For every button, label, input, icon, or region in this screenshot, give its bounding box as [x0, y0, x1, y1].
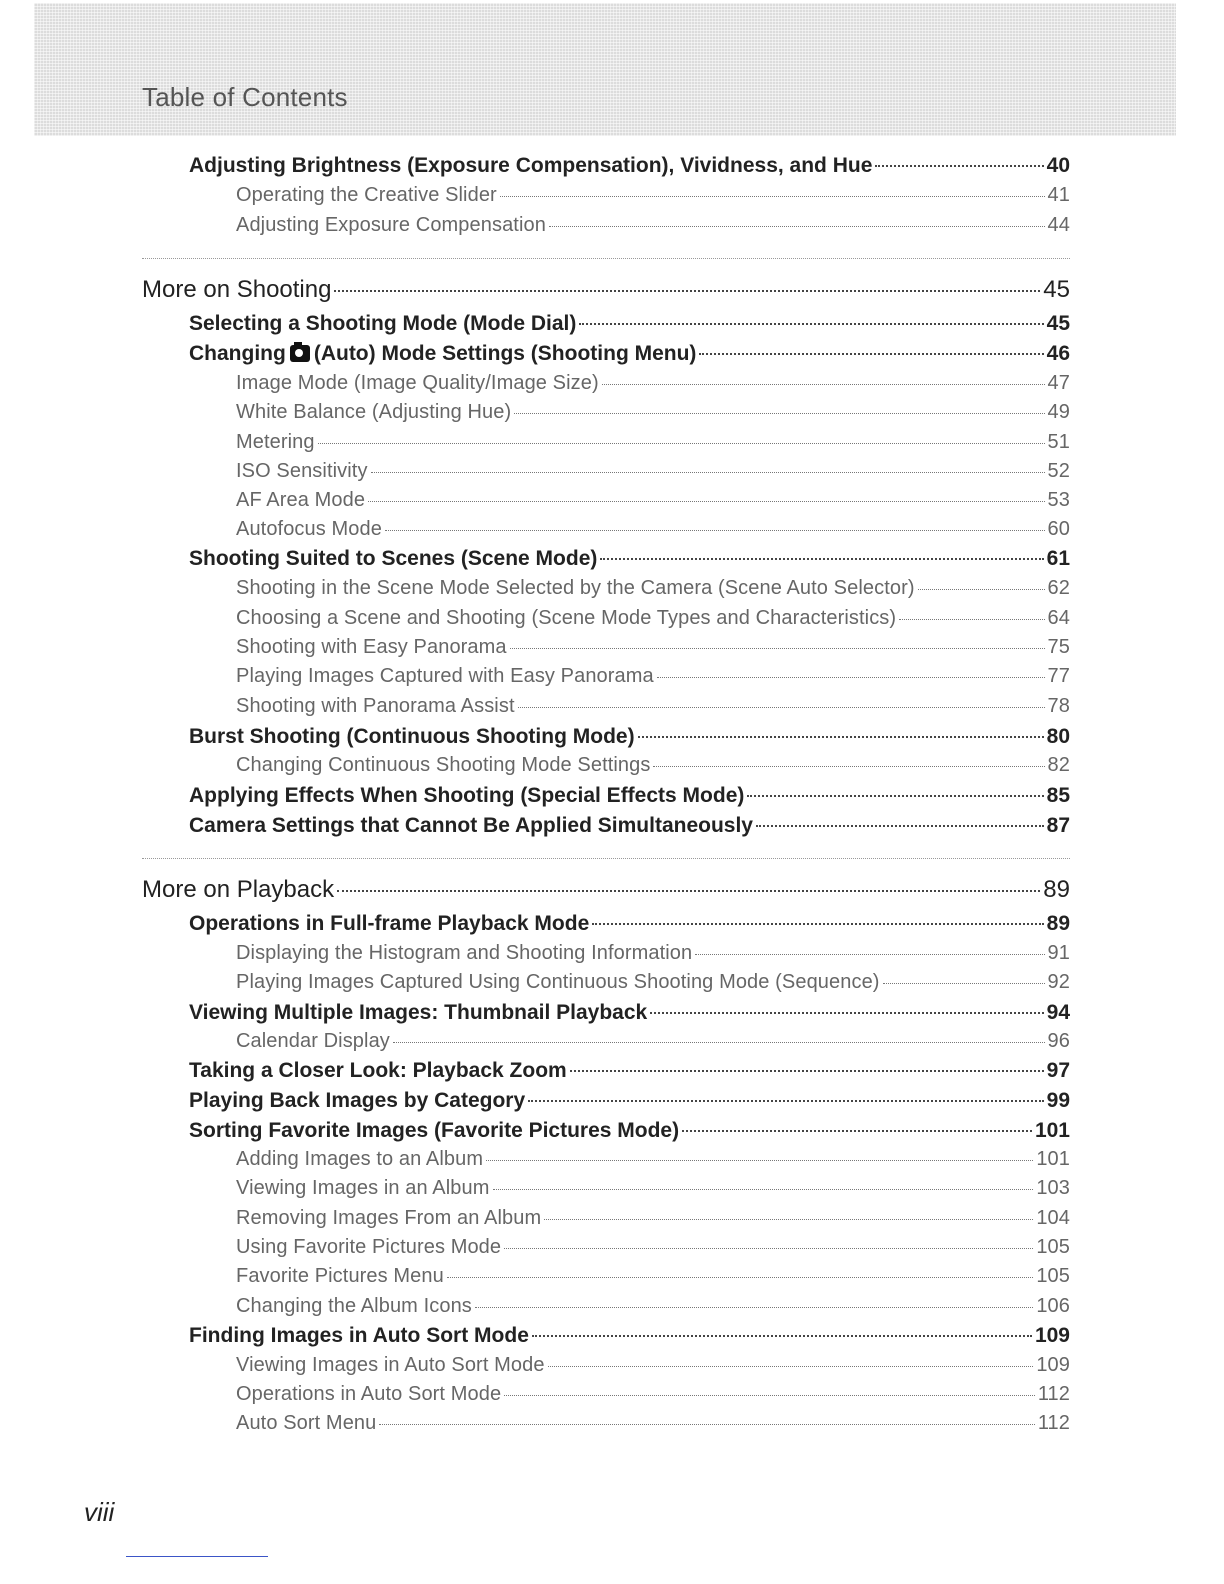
toc-page-number: 45 — [1043, 276, 1070, 303]
toc-entry-title: Operations in Full-frame Playback Mode — [189, 912, 590, 935]
toc-subsection-entry[interactable] — [236, 1383, 1070, 1406]
dot-leader — [657, 677, 1045, 678]
toc-section-entry[interactable] — [189, 1119, 1070, 1143]
toc-entry-title: Metering — [236, 431, 315, 453]
toc-page-number: 91 — [1047, 942, 1070, 964]
toc-entry-title: Adjusting Brightness (Exposure Compensation), Vividness, and Hue — [189, 154, 873, 177]
toc-entry-title: Finding Images in Auto Sort Mode — [189, 1324, 529, 1347]
toc-entry-title: Calendar Display — [236, 1030, 390, 1052]
toc-page-number: 64 — [1047, 607, 1070, 629]
toc-subsection-entry[interactable] — [236, 607, 1070, 630]
toc-page-number: 105 — [1036, 1265, 1070, 1287]
toc-entry-title: Playing Images Captured Using Continuous Shooting Mode (Sequence) — [236, 971, 880, 993]
toc-entry-title: Camera Settings that Cannot Be Applied Simultaneously — [189, 814, 753, 837]
toc-entry-title: Favorite Pictures Menu — [236, 1265, 444, 1287]
dot-leader — [695, 954, 1044, 955]
toc-subsection-entry[interactable] — [236, 971, 1070, 994]
toc-subsection-entry[interactable] — [236, 1354, 1070, 1377]
toc-page-number: 87 — [1046, 814, 1070, 837]
toc-entry-title: Auto Sort Menu — [236, 1412, 377, 1434]
toc-page-number: 62 — [1047, 577, 1070, 599]
toc-entry-title: Viewing Multiple Images: Thumbnail Playback — [189, 1001, 648, 1024]
toc-chapter-entry[interactable] — [142, 876, 1070, 904]
toc-page-number: 77 — [1047, 665, 1070, 687]
toc-subsection-entry[interactable] — [236, 1207, 1070, 1230]
toc-section-entry[interactable] — [189, 547, 1070, 571]
toc-entry-title: Shooting in the Scene Mode Selected by the Camera (Scene Auto Selector) — [236, 577, 915, 599]
toc-page-number: 47 — [1047, 372, 1070, 394]
dot-leader — [602, 384, 1045, 385]
toc-entry-title: Applying Effects When Shooting (Special Effects Mode) — [189, 784, 745, 807]
dot-leader — [653, 766, 1044, 767]
toc-page-number: 82 — [1047, 754, 1070, 776]
toc-entry-title: More on Shooting — [142, 276, 332, 303]
dot-leader — [500, 196, 1045, 197]
page-title: Table of Contents — [142, 82, 348, 112]
toc-entry-title: More on Playback — [142, 876, 335, 903]
toc-subsection-entry[interactable] — [236, 401, 1070, 424]
toc-page-number: 51 — [1047, 431, 1070, 453]
dot-leader — [570, 1070, 1044, 1072]
toc-subsection-entry[interactable] — [236, 1236, 1070, 1259]
toc-page-number: 80 — [1046, 725, 1070, 748]
toc-page-number: 112 — [1037, 1412, 1070, 1434]
toc-entry-title: Sorting Favorite Images (Favorite Pictures Mode) — [189, 1119, 680, 1142]
dot-leader — [504, 1395, 1035, 1396]
toc-subsection-entry[interactable] — [236, 665, 1070, 688]
dot-leader — [548, 1366, 1034, 1367]
toc-entry-title: Operations in Auto Sort Mode — [236, 1383, 502, 1405]
toc-entry-title: Shooting with Easy Panorama — [236, 636, 507, 658]
toc-entry-title: Shooting Suited to Scenes (Scene Mode) — [189, 547, 598, 570]
toc-entry-title: Viewing Images in Auto Sort Mode — [236, 1354, 545, 1376]
toc-page-number: 112 — [1037, 1383, 1070, 1405]
dot-leader — [475, 1307, 1033, 1308]
toc-subsection-entry[interactable] — [236, 214, 1070, 237]
dot-leader — [318, 443, 1045, 444]
toc-section-entry[interactable] — [189, 1324, 1070, 1348]
toc-subsection-entry[interactable] — [236, 695, 1070, 718]
toc-entry-title-prefix: Changing — [189, 342, 286, 365]
dot-leader — [447, 1277, 1033, 1278]
toc-entry-title: AF Area Mode — [236, 489, 366, 511]
toc-page-number: 106 — [1036, 1295, 1070, 1317]
toc-page-number: 99 — [1046, 1089, 1070, 1112]
dot-leader — [638, 736, 1044, 738]
dot-leader — [875, 165, 1043, 167]
dot-leader — [747, 795, 1043, 797]
toc-page-number: 44 — [1047, 214, 1070, 236]
toc-entry-title: Selecting a Shooting Mode (Mode Dial) — [189, 312, 577, 335]
toc-entry-title: Taking a Closer Look: Playback Zoom — [189, 1059, 567, 1082]
toc-entry-title: White Balance (Adjusting Hue) — [236, 401, 512, 423]
dot-leader — [528, 1100, 1044, 1102]
toc-entry-title: Displaying the Histogram and Shooting Information — [236, 942, 693, 964]
dot-leader — [493, 1189, 1034, 1190]
toc-page-number: 61 — [1046, 547, 1070, 570]
dot-leader — [699, 353, 1043, 355]
dot-leader — [514, 413, 1044, 414]
toc-page-number: 96 — [1047, 1030, 1070, 1052]
dot-leader — [682, 1130, 1032, 1132]
toc-page-number: 101 — [1036, 1148, 1070, 1170]
toc-subsection-entry[interactable] — [236, 431, 1070, 454]
toc-subsection-entry[interactable] — [236, 1265, 1070, 1288]
toc-entry-title — [189, 342, 696, 366]
toc-page-number: 89 — [1043, 876, 1070, 903]
toc-page-number: 92 — [1047, 971, 1070, 993]
toc-section-entry[interactable] — [189, 312, 1070, 336]
toc-entry-title: ISO Sensitivity — [236, 460, 368, 482]
toc-subsection-entry[interactable] — [236, 577, 1070, 600]
dot-leader — [592, 923, 1043, 925]
dot-leader — [756, 825, 1044, 827]
dot-leader — [549, 226, 1045, 227]
dot-leader — [518, 707, 1045, 708]
toc-subsection-entry[interactable] — [236, 1030, 1070, 1053]
toc-entry-title: Burst Shooting (Continuous Shooting Mode) — [189, 725, 635, 748]
toc-entry-title: Viewing Images in an Album — [236, 1177, 490, 1199]
toc-subsection-entry[interactable] — [236, 489, 1070, 512]
toc-subsection-entry[interactable] — [236, 518, 1070, 541]
toc-subsection-entry[interactable] — [236, 1177, 1070, 1200]
dot-leader — [600, 558, 1043, 560]
toc-section-entry[interactable] — [189, 342, 1070, 366]
toc-page-number: 109 — [1036, 1354, 1070, 1376]
toc-entry-title: Changing Continuous Shooting Mode Settings — [236, 754, 651, 776]
dot-leader — [532, 1335, 1032, 1337]
toc-entry-title: Removing Images From an Album — [236, 1207, 542, 1229]
toc-entry-title: Adjusting Exposure Compensation — [236, 214, 546, 236]
toc-page-number: 89 — [1046, 912, 1070, 935]
toc-page-number: 75 — [1047, 636, 1070, 658]
toc-subsection-entry[interactable] — [236, 942, 1070, 965]
section-divider — [142, 258, 1070, 259]
toc-subsection-entry[interactable] — [236, 460, 1070, 483]
dot-leader — [504, 1248, 1033, 1249]
camera-auto-icon — [290, 345, 310, 362]
toc-entry-title: Changing the Album Icons — [236, 1295, 472, 1317]
toc-page-number: 94 — [1046, 1001, 1070, 1024]
toc-entry-title: Playing Back Images by Category — [189, 1089, 526, 1112]
toc-page-number: 109 — [1034, 1324, 1070, 1347]
toc-subsection-entry[interactable] — [236, 1148, 1070, 1171]
dot-leader — [385, 530, 1045, 531]
toc-entry-title: Operating the Creative Slider — [236, 184, 497, 206]
dot-leader — [899, 619, 1044, 620]
dot-leader — [544, 1219, 1033, 1220]
toc-page-number: 97 — [1046, 1059, 1070, 1082]
dot-leader — [918, 589, 1045, 590]
toc-subsection-entry[interactable] — [236, 636, 1070, 659]
toc-page-number: 41 — [1047, 184, 1070, 206]
toc-page-number: 105 — [1036, 1236, 1070, 1258]
dot-leader — [883, 983, 1045, 984]
toc-entry-title: Autofocus Mode — [236, 518, 382, 540]
toc-section-entry[interactable] — [189, 912, 1070, 936]
toc-section-entry[interactable] — [189, 725, 1070, 749]
toc-page-number: 52 — [1047, 460, 1070, 482]
toc-page-number: 49 — [1047, 401, 1070, 423]
dot-leader — [579, 323, 1043, 325]
dot-leader — [368, 501, 1045, 502]
dot-leader — [334, 290, 1040, 292]
toc-page-number: 40 — [1046, 154, 1070, 177]
footer-rule — [126, 1556, 268, 1557]
dot-leader — [379, 1424, 1034, 1425]
dot-leader — [337, 890, 1040, 892]
toc-section-entry[interactable] — [189, 1089, 1070, 1113]
toc-subsection-entry[interactable] — [236, 754, 1070, 777]
toc-page-number: 45 — [1046, 312, 1070, 335]
toc-entry-title: Image Mode (Image Quality/Image Size) — [236, 372, 599, 394]
toc-page-number: 46 — [1046, 342, 1070, 365]
toc-entry-title: Choosing a Scene and Shooting (Scene Mode Types and Characteristics) — [236, 607, 897, 629]
toc-page-number: 101 — [1034, 1119, 1070, 1142]
section-divider — [142, 858, 1070, 859]
toc-entry-title: Playing Images Captured with Easy Panorama — [236, 665, 654, 687]
dot-leader — [650, 1012, 1043, 1014]
toc-page-number: 53 — [1047, 489, 1070, 511]
toc-entry-title-suffix: (Auto) Mode Settings (Shooting Menu) — [313, 342, 697, 365]
toc-page-number: 103 — [1036, 1177, 1070, 1199]
dot-leader — [393, 1042, 1045, 1043]
toc-section-entry[interactable] — [189, 814, 1070, 838]
toc-page-number: 60 — [1047, 518, 1070, 540]
toc-page-number: 85 — [1046, 784, 1070, 807]
dot-leader — [486, 1160, 1033, 1161]
toc-chapter-entry[interactable] — [142, 276, 1070, 304]
header-band — [34, 3, 1176, 136]
toc-page-number: 104 — [1036, 1207, 1070, 1229]
toc-entry-title: Adding Images to an Album — [236, 1148, 484, 1170]
toc-section-entry[interactable] — [189, 154, 1070, 178]
toc-entry-title: Using Favorite Pictures Mode — [236, 1236, 502, 1258]
dot-leader — [371, 472, 1045, 473]
toc-section-entry[interactable] — [189, 784, 1070, 808]
toc-section-entry[interactable] — [189, 1059, 1070, 1083]
toc-subsection-entry[interactable] — [236, 1295, 1070, 1318]
toc-page-number: 78 — [1047, 695, 1070, 717]
dot-leader — [510, 648, 1045, 649]
toc-entry-title: Shooting with Panorama Assist — [236, 695, 515, 717]
toc-subsection-entry[interactable] — [236, 184, 1070, 207]
toc-section-entry[interactable] — [189, 1001, 1070, 1025]
toc-subsection-entry[interactable] — [236, 372, 1070, 395]
toc-subsection-entry[interactable] — [236, 1412, 1070, 1435]
page-number: viii — [84, 1497, 115, 1527]
